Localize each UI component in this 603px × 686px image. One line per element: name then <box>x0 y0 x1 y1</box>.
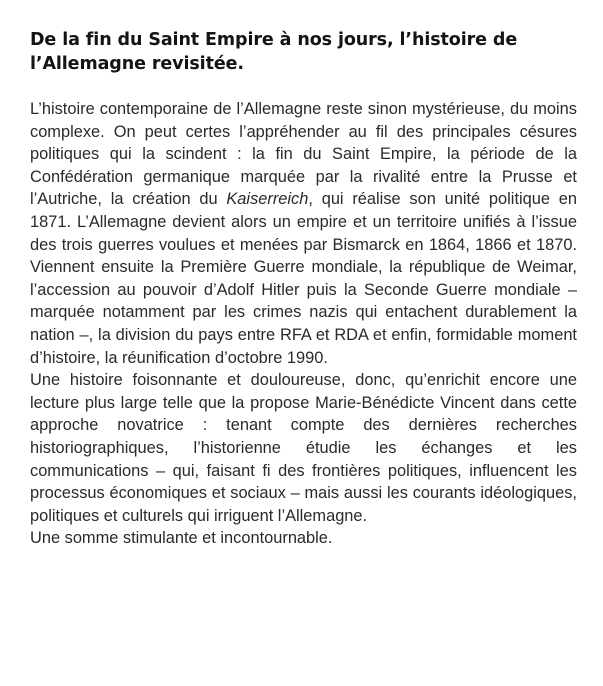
blurb-title: De la fin du Saint Empire à nos jours, l’histoire de l’Allemagne revisitée. <box>30 30 518 74</box>
book-blurb <box>30 28 577 550</box>
paragraph-1 <box>30 98 577 369</box>
paragraph-1-text-end: , qui réalise son unité politique en 1871. L’Allemagne devient alors un empire et un territoire unifiés à l’issue des trois guerres voulues et menées par Bismarck en 1864, 1866 et 1870. Viennent ensuite la Première Guerre mondiale, la république de Weimar, l’accession au pouvoir d’Adolf Hitler puis la Seconde Guerre mondiale – marquée notamment par les crimes nazis qui entachent durablement la nation –, la division du pays entre RFA et RDA et enfin, formidable moment d’histoire, la réunification d’octobre 1990. <box>30 190 577 367</box>
paragraph-2: Une histoire foisonnante et douloureuse, donc, qu’enrichit encore une lecture plus large telle que la propose Marie-Bénédicte Vincent dans cette approche novatrice : tenant compte des dernières recherches historiographiques, l’historienne étudie les échanges et les communications – qui, faisant fi des frontières politiques, influencent les processus économiques et sociaux – mais aussi les courants idéologiques, politiques et culturels qui irriguent l’Allemagne. <box>30 371 577 525</box>
paragraph-1-text-start: L’histoire contemporaine de l’Allemagne reste sinon mystérieuse, du moins complexe. On peut certes l’appréhender au fil des principales césures politiques qui la scindent : la fin du Saint Empire, la période de la Confédération germanique marquée par la rivalité entre la Prusse et l’Autriche, la création du <box>30 100 577 209</box>
paragraph-1-emphasis: Kaiserreich <box>226 190 309 209</box>
paragraph-3: Une somme stimulante et incontournable. <box>30 529 333 548</box>
blurb-body <box>30 98 577 550</box>
